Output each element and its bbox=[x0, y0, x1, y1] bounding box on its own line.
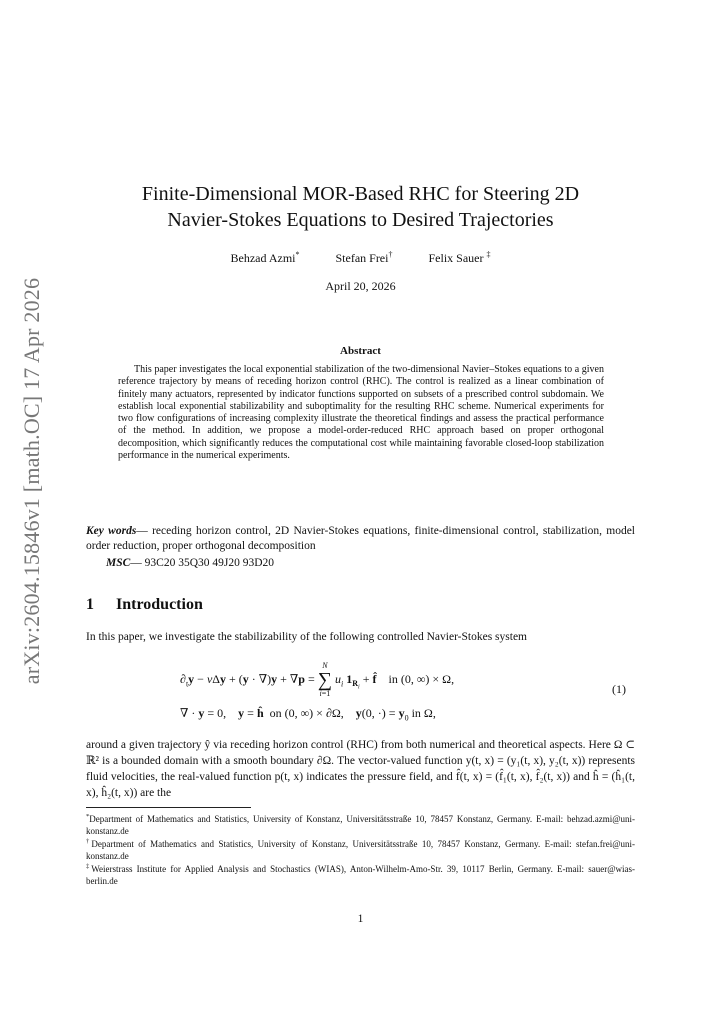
page-number: 1 bbox=[357, 913, 364, 925]
keywords: Key words— receding horizon control, 2D Navier-Stokes equations, finite-dimensional control, stabilization, model order reduction, proper orthogonal decomposition bbox=[86, 525, 635, 552]
section-heading: 1 Introduction bbox=[86, 596, 203, 613]
arxiv-stamp: arXiv:2604.15846v1 [math.OC] 17 Apr 2026 bbox=[19, 277, 44, 684]
footnote-rule bbox=[86, 807, 251, 808]
equation-line-1: $\partial_ty - \nu\Delta y + (y \cdot \nabla)y + \nabla p$ = N ∑ i=1 $u_i$ $1_{R_i}$ + f̂ in (0, ∞) × Ω, bbox=[180, 661, 455, 698]
footnote: †Department of Mathematics and Statistics, University of Konstanz, Universitätsstraße 10, 78457 Konstanz, Germany. E-mail: stefan.frei@uni-konstanz.de bbox=[86, 838, 636, 862]
body-paragraph: around a given trajectory ŷ via receding horizon control (RHC) from both numerical and theoretical aspects. Here Ω ⊂ ℝ² is a bounded domain with a smooth boundary ∂Ω. The vector-valued function y(t, x) = (y₁(t, x), y₂(t, x)) represents fluid velocities, the real-valued function p(t, x) indicates the pressure field, and f̂(t, x) = (f̂₁(t, x), f̂₂(t, x)) and ĥ = (ĥ₁(t, x), ĥ₂(t, x)) are the bbox=[86, 739, 635, 799]
abstract-heading: Abstract bbox=[340, 345, 381, 357]
intro-paragraph: In this paper, we investigate the stabilizability of the following controlled Navier-Stokes system bbox=[86, 631, 527, 643]
footnote: *Department of Mathematics and Statistics, University of Konstanz, Universitätsstraße 10, 78457 Konstanz, Germany. E-mail: behzad.azmi@uni-konstanz.de bbox=[86, 813, 635, 837]
abstract-text: This paper investigates the local exponential stabilization of the two-dimensional Navier–Stokes equations to a given reference trajectory by means of receding horizon control (RHC). The control is realized as a linear combination of finitely many actuators, represented by indicator functions supported on subsets of a prescribed control subdomain. We establish local exponential stabilizability and suboptimality for the resulting RHC scheme. Numerical experiments for two flow configurations of increasing complexity illustrate the theoretical findings and assess the practical performance of the method. In addition, we propose a model-order-reduced RHC approach based on proper orthogonal decomposition, which significantly reduces the computational cost while maintaining favorable closed-loop stabilization performance in the numerical experiments. bbox=[118, 364, 604, 462]
msc-codes: MSC— 93C20 35Q30 49J20 93D20 bbox=[106, 557, 275, 569]
equation-number: (1) bbox=[612, 682, 626, 696]
date: April 20, 2026 bbox=[325, 279, 396, 293]
author: Felix Sauer ‡ bbox=[428, 250, 491, 265]
author: Behzad Azmi* bbox=[230, 250, 300, 265]
author: Stefan Frei† bbox=[335, 250, 393, 265]
paper-title-line-1: Finite-Dimensional MOR-Based RHC for Steering 2D bbox=[141, 183, 580, 205]
equation-line-2: ∇ · y = 0, y = ĥ on (0, ∞) × ∂Ω, y(0, ·) = $y_0$ in Ω, bbox=[180, 706, 436, 723]
footnote: ‡Weierstrass Institute for Applied Analysis and Stochastics (WIAS), Anton-Wilhelm-Amo-Str. 39, 10117 Berlin, Germany. E-mail: sauer@wias-berlin.de bbox=[86, 863, 635, 887]
paper-title-line-2: Navier-Stokes Equations to Desired Trajectories bbox=[167, 209, 554, 231]
author-list bbox=[86, 250, 635, 266]
